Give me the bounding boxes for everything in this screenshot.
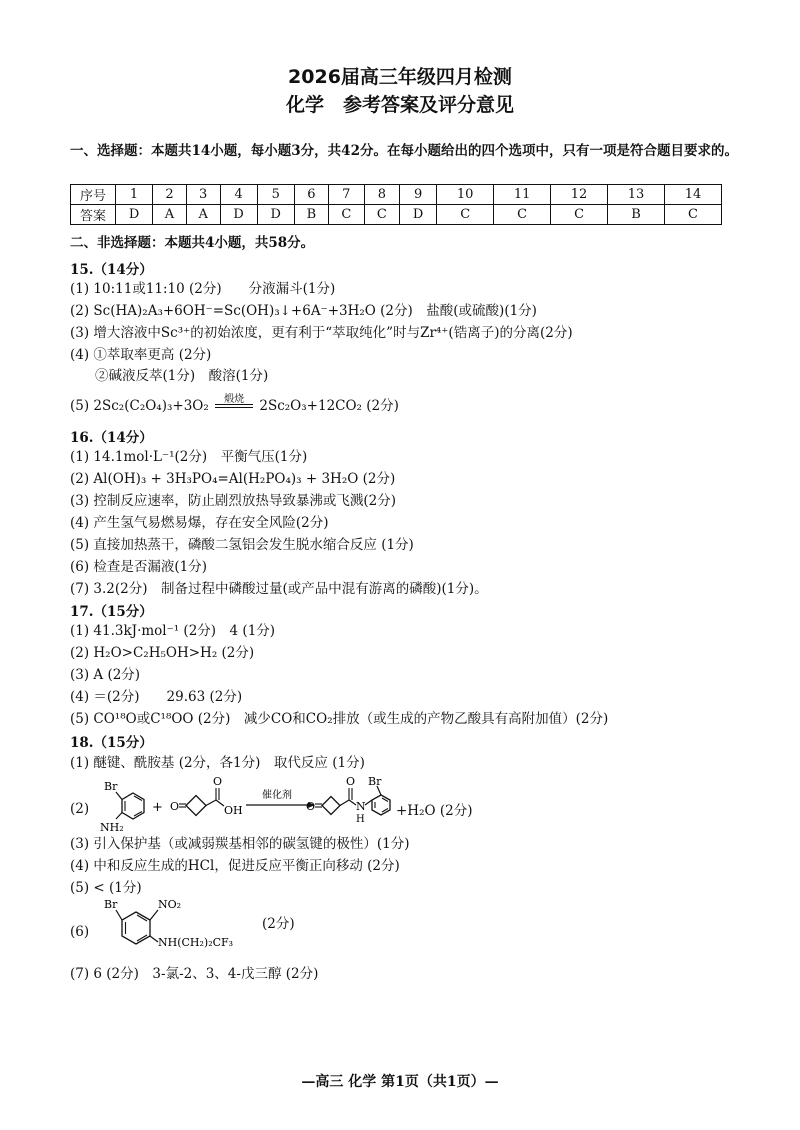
- reaction-arrow: [246, 788, 315, 808]
- bond-nh: [150, 936, 158, 942]
- reaction-condition: 煅烧: [224, 394, 245, 405]
- table-cell: 2: [153, 185, 187, 205]
- cyclobutane-ring: [322, 797, 340, 815]
- group-nh2: NH₂: [100, 821, 124, 834]
- table-cell: D: [257, 205, 294, 225]
- q16-heading: 16.（14分）: [70, 430, 153, 446]
- bond-cc: [340, 800, 349, 806]
- water-product: +H₂O: [396, 803, 436, 819]
- table-cell: 12: [551, 185, 608, 205]
- group-no2: NO₂: [158, 898, 182, 911]
- bond-br: [116, 910, 122, 920]
- q18-answer-2-score: (2分): [439, 803, 473, 819]
- part1-intro: 一、选择题：本题共14小题，每小题3分，共42分。在每小题给出的四个选项中，只有一项是符合题目要求的。: [70, 143, 738, 159]
- catalyst-label: 催化剂: [262, 790, 292, 801]
- atom-br: Br: [104, 780, 118, 793]
- group-oh: OH: [224, 804, 243, 817]
- atom-o-ketone: O: [306, 800, 316, 813]
- q18-heading: 18.（15分）: [70, 735, 153, 751]
- q18-answer-2-label: (2): [70, 801, 90, 817]
- table-cell: 13: [608, 185, 665, 205]
- atom-n: N: [356, 800, 366, 813]
- q18-answer-5: (5) < (1分): [70, 880, 142, 896]
- table-cell: 7: [329, 185, 365, 205]
- atom-o-carbonyl: O: [346, 775, 356, 788]
- q16-answer-6: (6) 检查是否漏液(1分): [70, 559, 208, 575]
- q18-answer-1: (1) 醚键、酰胺基 (2分，各1分) 取代反应 (1分): [70, 755, 365, 771]
- cyclobutane-ring: [186, 796, 206, 816]
- q18-answer-7: (7) 6 (2分) 3-氯-2、3、4-戊三醇 (2分): [70, 966, 319, 982]
- table-cell: C: [551, 205, 608, 225]
- table-cell: 10: [437, 185, 494, 205]
- table-cell: 4: [220, 185, 257, 205]
- plus-sign: +: [152, 800, 163, 815]
- q17-heading: 17.（15分）: [70, 604, 153, 620]
- table-cell: 11: [494, 185, 551, 205]
- q17-answer-1: (1) 41.3kJ·mol⁻¹ (2分) 4 (1分): [70, 623, 276, 639]
- q15-answer-1: (1) 10:11或11:10 (2分) 分液漏斗(1分): [70, 281, 336, 297]
- page-footer: —高三 化学 第1页（共1页）—: [301, 1074, 499, 1090]
- table-cell: 3: [186, 185, 220, 205]
- q16-answer-3: (3) 控制反应速率，防止剧烈放热导致暴沸或飞溅(2分): [70, 493, 397, 509]
- table-cell: B: [294, 205, 328, 225]
- bond-cn: [349, 800, 356, 805]
- q15-eq-left: (5) 2Sc₂(C₂O₄)₃+3O₂: [70, 398, 209, 414]
- q18-structure-6-diagram: [96, 896, 266, 960]
- table-cell: D: [400, 205, 437, 225]
- exam-subtitle: 化学 参考答案及评分意见: [285, 94, 514, 116]
- atom-h: H: [356, 814, 365, 825]
- q18-answer-4: (4) 中和反应生成的HCl，促进反应平衡正向移动 (2分): [70, 858, 400, 874]
- q16-answer-5: (5) 直接加热蒸干，磷酸二氢铝会发生脱水缩合反应 (1分): [70, 537, 414, 553]
- table-cell: 8: [364, 185, 400, 205]
- q15-answer-4a: (4) ①萃取率更高 (2分): [70, 347, 212, 363]
- table-cell: 1: [116, 185, 153, 205]
- group-amine-chain: NH(CH₂)₂CF₃: [158, 936, 234, 949]
- q17-answer-3: (3) A (2分): [70, 667, 141, 683]
- row-label-answer: 答案: [71, 205, 116, 225]
- table-cell: A: [186, 205, 220, 225]
- answer-table: [70, 184, 722, 225]
- oxocyclobutane-acid-structure: [170, 775, 243, 817]
- q16-answer-2: (2) Al(OH)₃ + 3H₃PO₄=Al(H₂PO₄)₃ + 3H₂O (2分): [70, 471, 396, 487]
- table-cell: C: [437, 205, 494, 225]
- table-cell: C: [329, 205, 365, 225]
- table-cell: 14: [664, 185, 721, 205]
- table-cell: C: [664, 205, 721, 225]
- q16-answer-4: (4) 产生氢气易燃易爆，存在安全风险(2分): [70, 515, 329, 531]
- q15-answer-2: (2) Sc(HA)₂A₃+6OH⁻=Sc(OH)₃↓+6A⁻+3H₂O (2分) 盐酸(或硫酸)(1分): [70, 303, 537, 319]
- q17-answer-2: (2) H₂O>C₂H₅OH>H₂ (2分): [70, 645, 255, 661]
- table-cell: 5: [257, 185, 294, 205]
- row-label-number: 序号: [71, 185, 116, 205]
- table-cell: 6: [294, 185, 328, 205]
- q15-answer-4b: ②碱液反萃(1分) 酸溶(1分): [95, 368, 269, 384]
- table-cell: B: [608, 205, 665, 225]
- q15-heading: 15.（14分）: [70, 262, 153, 278]
- bond-n-aryl: [365, 800, 372, 805]
- amide-product-structure: [306, 775, 390, 825]
- part2-intro: 二、非选择题：本题共4小题，共58分。: [70, 235, 315, 251]
- benzene-ring: [122, 912, 150, 944]
- bond-no2: [150, 910, 158, 920]
- reaction-condition-arrow: [215, 394, 253, 416]
- bromoaniline-structure: [100, 780, 144, 834]
- atom-o-ketone: O: [170, 800, 180, 813]
- atom-br: Br: [368, 775, 382, 788]
- table-cell: D: [116, 205, 153, 225]
- q17-answer-4: (4) ＝(2分) 29.63 (2分): [70, 689, 243, 705]
- exam-title: 2026届高三年级四月检测: [288, 66, 512, 88]
- q15-answer-5: [70, 396, 399, 416]
- bond-n: [116, 813, 122, 820]
- table-cell: D: [220, 205, 257, 225]
- table-row-answers: [71, 205, 722, 225]
- bond-coh: [216, 800, 224, 806]
- table-cell: C: [364, 205, 400, 225]
- bond-cc: [206, 800, 216, 806]
- q16-answer-7: (7) 3.2(2分) 制备过程中磷酸过量(或产品中混有游离的磷酸)(1分)。: [70, 581, 488, 597]
- q18-answer-2-tail: [396, 801, 473, 821]
- table-cell: C: [494, 205, 551, 225]
- table-cell: 9: [400, 185, 437, 205]
- q18-answer-3: (3) 引入保护基（或减弱羰基相邻的碳氢键的极性）(1分): [70, 836, 410, 852]
- table-cell: A: [153, 205, 187, 225]
- q15-eq-right: 2Sc₂O₃+12CO₂ (2分): [259, 398, 399, 414]
- bond-br: [116, 792, 122, 800]
- q18-answer-6-score: (2分): [262, 916, 295, 932]
- table-row-numbers: [71, 185, 722, 205]
- q15-answer-3: (3) 增大溶液中Sc³⁺的初始浓度，更有利于“萃取纯化”时与Zr⁴⁺(锆离子)的分离(2分): [70, 325, 573, 341]
- atom-o-carbonyl: O: [213, 775, 223, 788]
- q17-answer-5: (5) CO¹⁸O或C¹⁸OO (2分) 减少CO和CO₂排放（或生成的产物乙酸具有高附加值）(2分): [70, 711, 609, 727]
- q18-answer-6-label: (6): [70, 924, 90, 940]
- q16-answer-1: (1) 14.1mol·L⁻¹(2分) 平衡气压(1分): [70, 449, 308, 465]
- atom-br: Br: [104, 898, 118, 911]
